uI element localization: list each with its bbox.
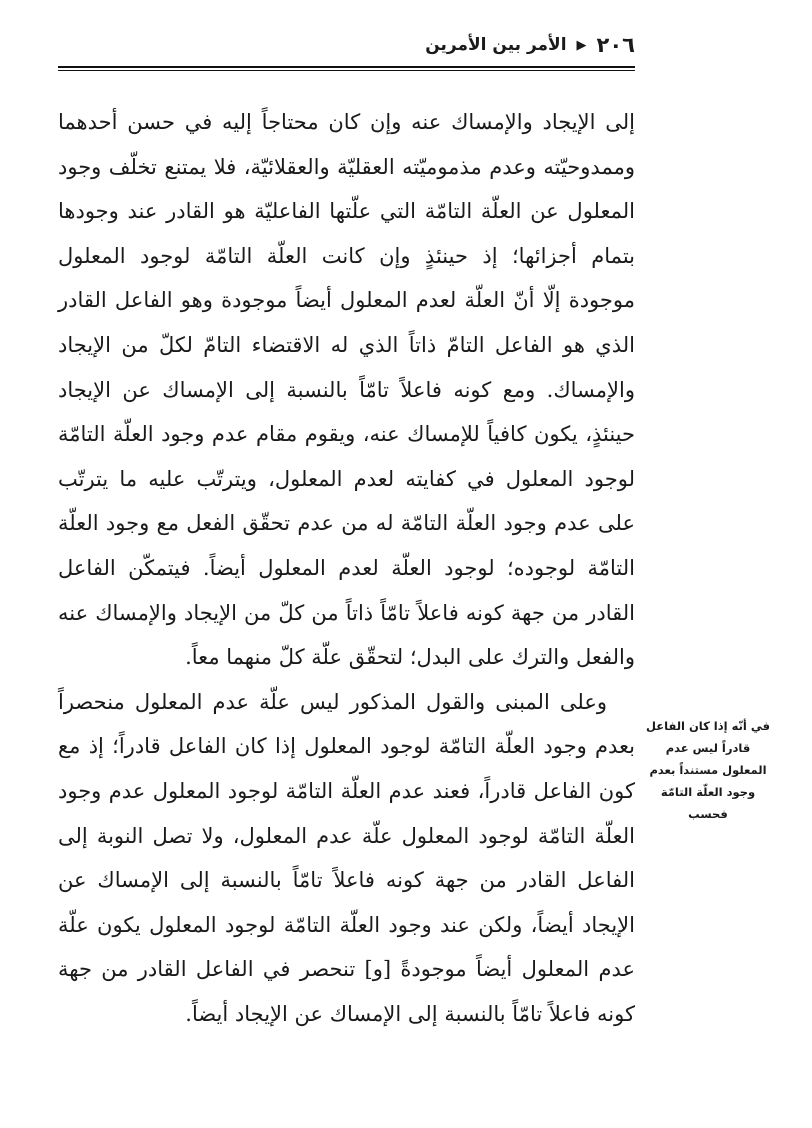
arrow-icon: ▶ xyxy=(576,37,587,53)
running-title: الأمر بين الأمرين xyxy=(425,35,567,55)
header-rule-thin xyxy=(58,70,635,71)
paragraph-2: وعلى المبنى والقول المذكور ليس علّة عدم المعلول منحصراً بعدم وجود العلّة التامّة لوجود المعلول إذا كان الفاعل قادراً؛ إذ مع كون الفاعل قادراً، فعند عدم العلّة التامّة لوجود المعلول عدم وجود العلّة التامّة لوجود المعلول علّة عدم المعلول، ولا تصل النوبة إلى الفاعل القادر من جهة كونه فاعلاً تامّاً بالنسبة إلى الإمساك عن الإيجاد أيضاً، ولكن عند وجود العلّة التامّة لوجود المعلول يكون علّة عدم المعلول أيضاً موجودةً [و] تنحصر في الفاعل القادر من جهة كونه فاعلاً تامّاً بالنسبة إلى الإمساك عن الإيجاد أيضاً. xyxy=(58,689,635,1026)
page-number: ٢٠٦ xyxy=(596,33,635,57)
paragraph-1: إلى الإيجاد والإمساك عنه وإن كان محتاجاً إليه في حسن أحدهما وممدوحيّته وعدم مذموميّته العقليّة والعقلائيّة، فلا يمتنع تخلّف وجود المعلول عن العلّة التامّة التي علّتها الفاعليّة هو القادر عند وجودها بتمام أجزائها؛ إذ حينئذٍ وإن كانت العلّة التامّة لوجود المعلول موجودة إلّا أنّ العلّة لعدم المعلول أيضاً موجودة وهو الفاعل القادر الذي هو الفاعل التامّ ذاتاً الذي له الاقتضاء التامّ لكلّ من الإيجاد والإمساك. ومع كونه فاعلاً تامّاً بالنسبة إلى الإمساك عن الإيجاد حينئذٍ، يكون كافياً للإمساك عنه، ويقوم مقام عدم وجود العلّة التامّة لوجود المعلول في كفايته لعدم المعلول، ويترتّب عليه ما يترتّب على عدم وجود العلّة التامّة له من عدم تحقّق الفعل مع وجود العلّة التامّة لوجوده؛ لوجود العلّة لعدم المعلول أيضاً. فيتمكّن الفاعل القادر من جهة كونه فاعلاً تامّاً ذاتاً من كلّ من الإيجاد والإمساك عنه والفعل والترك على البدل؛ لتحقّق علّة كلّ منهما معاً. xyxy=(58,110,635,670)
header-rule-thick xyxy=(58,66,635,68)
body-text xyxy=(58,100,635,1036)
margin-note: في أنّه إذا كان الفاعل قادراً ليس عدم المعلول مستنداً بعدم وجود العلّة التامّة فحسب xyxy=(646,719,770,821)
running-header xyxy=(192,30,635,60)
